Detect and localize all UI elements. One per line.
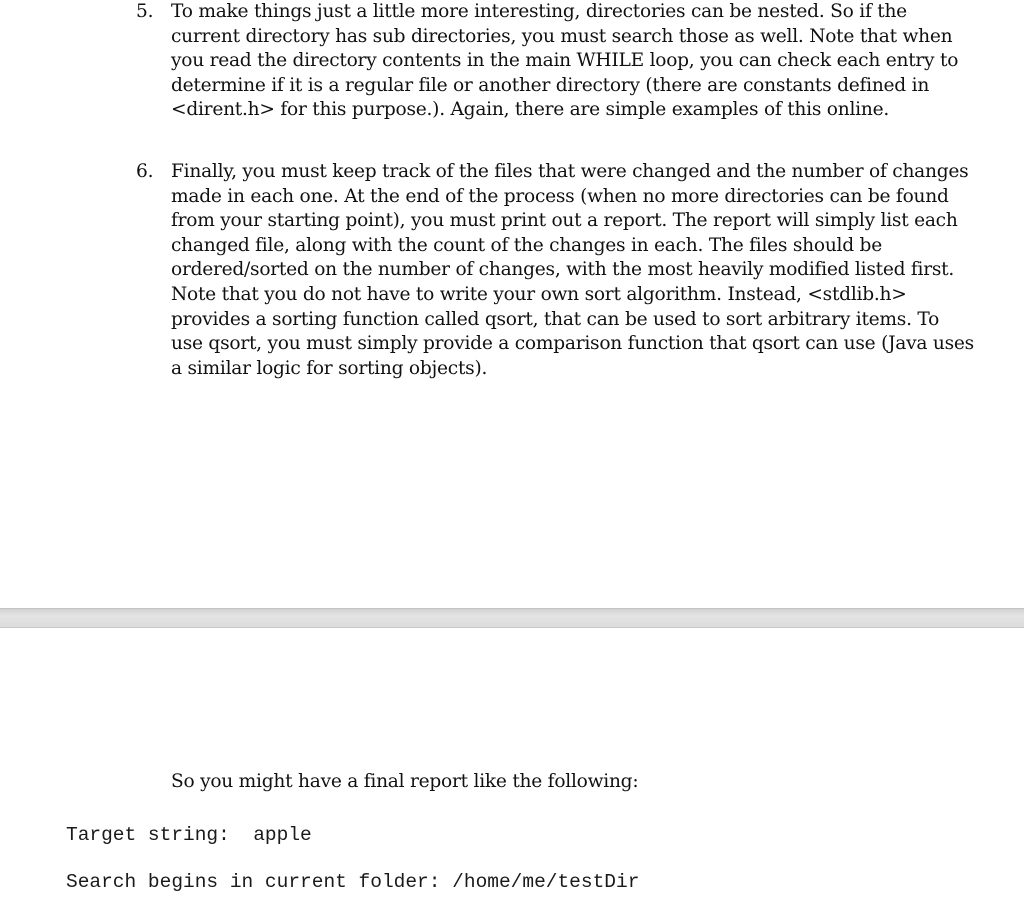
report-target-line: Target string: apple — [66, 824, 312, 846]
report-intro-paragraph: So you might have a final report like the following: — [171, 771, 639, 792]
list-item-text: Finally, you must keep track of the files that were changed and the number of changes made in each one. At the end of the process (when no more directories can be found from your starting point), you must print out a report. The report will simply list each changed file, along with the count of the changes in each. The files should be ordered/sorted on the number of changes, with the most heavily modified listed first. Note that you do not have to write your own sort algorithm. Instead, <stdlib.h> provides a sorting function called qsort, that can be used to sort arbitrary items. To use qsort, you must simply provide a comparison function that qsort can use (Java uses a similar logic for sorting objects). — [171, 161, 974, 379]
document-page-bottom — [0, 628, 1024, 899]
list-item-number: 5. — [136, 1, 154, 22]
page-separator — [0, 608, 1024, 628]
report-search-line: Search begins in current folder: /home/me/testDir — [66, 871, 640, 893]
list-item-number: 6. — [136, 161, 154, 182]
list-item-6 — [136, 160, 976, 381]
list-item-text: To make things just a little more interesting, directories can be nested. So if the current directory has sub directories, you must search those as well. Note that when you read the directory contents in the main WHILE loop, you can check each entry to determine if it is a regular file or another directory (there are constants defined in <dirent.h> for this purpose.). Again, there are simple examples of this online. — [171, 1, 959, 121]
list-item-5 — [136, 0, 976, 123]
